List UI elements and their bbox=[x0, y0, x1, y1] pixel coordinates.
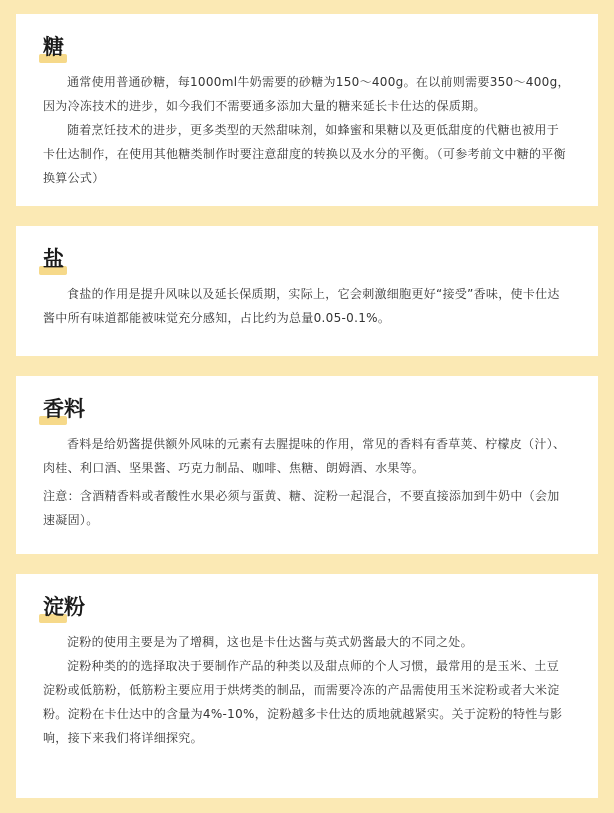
starch-paragraph-2: 淀粉种类的的选择取决于要制作产品的种类以及甜点师的个人习惯，最常用的是玉米、土豆淀粉或低筋粉，低筋粉主要应用于烘烤类的制品，而需要冷冻的产品需使用玉米淀粉或者大米淀粉。淀粉在卡仕达中的含量为4%-10%，淀粉越多卡仕达的质地就越紧实。关于淀粉的特性与影响，接下来我们将详细探究。 bbox=[43, 659, 563, 745]
starch-paragraph-1: 淀粉的使用主要是为了增稠，这也是卡仕达酱与英式奶酱最大的不同之处。 bbox=[67, 635, 473, 649]
section-title-wrap bbox=[43, 574, 571, 620]
sugar-paragraph-2: 随着烹饪技术的进步，更多类型的天然甜味剂，如蜂蜜和果糖以及更低甜度的代糖也被用于卡仕达制作，在使用其他糖类制作时要注意甜度的转换以及水分的平衡。（可参考前文中糖的平衡换算公式） bbox=[43, 123, 566, 185]
section-title-flavor: 香料 bbox=[43, 397, 85, 421]
section-salt-card bbox=[16, 226, 598, 356]
section-title-salt: 盐 bbox=[43, 247, 64, 271]
flavor-note: 注意：含酒精香料或者酸性水果必须与蛋黄、糖、淀粉一起混合，不要直接添加到牛奶中（会加速凝固）。 bbox=[43, 489, 560, 527]
section-sugar-card bbox=[16, 14, 598, 206]
salt-paragraph-1: 食盐的作用是提升风味以及延长保质期，实际上，它会刺激细胞更好“接受”香味，使卡仕达酱中所有味道都能被味觉充分感知，占比约为总量0.05-0.1%。 bbox=[43, 287, 560, 325]
section-title-wrap bbox=[43, 14, 571, 60]
flavor-paragraph-1: 香料是给奶酱提供额外风味的元素有去腥提味的作用，常见的香料有香草荚、柠檬皮（汁）、肉桂、利口酒、坚果酱、巧克力制品、咖啡、焦糖、朗姆酒、水果等。 bbox=[43, 437, 566, 475]
section-title-starch: 淀粉 bbox=[43, 595, 85, 619]
section-starch-card bbox=[16, 574, 598, 798]
section-flavor-card bbox=[16, 376, 598, 554]
sugar-paragraph-1: 通常使用普通砂糖，每1000ml牛奶需要的砂糖为150～400g。在以前则需要350～400g，因为冷冻技术的进步，如今我们不需要通多添加大量的糖来延长卡仕达的保质期。 bbox=[43, 75, 570, 113]
section-title-wrap bbox=[43, 376, 571, 422]
section-title-sugar: 糖 bbox=[43, 35, 64, 59]
section-title-wrap bbox=[43, 226, 571, 272]
